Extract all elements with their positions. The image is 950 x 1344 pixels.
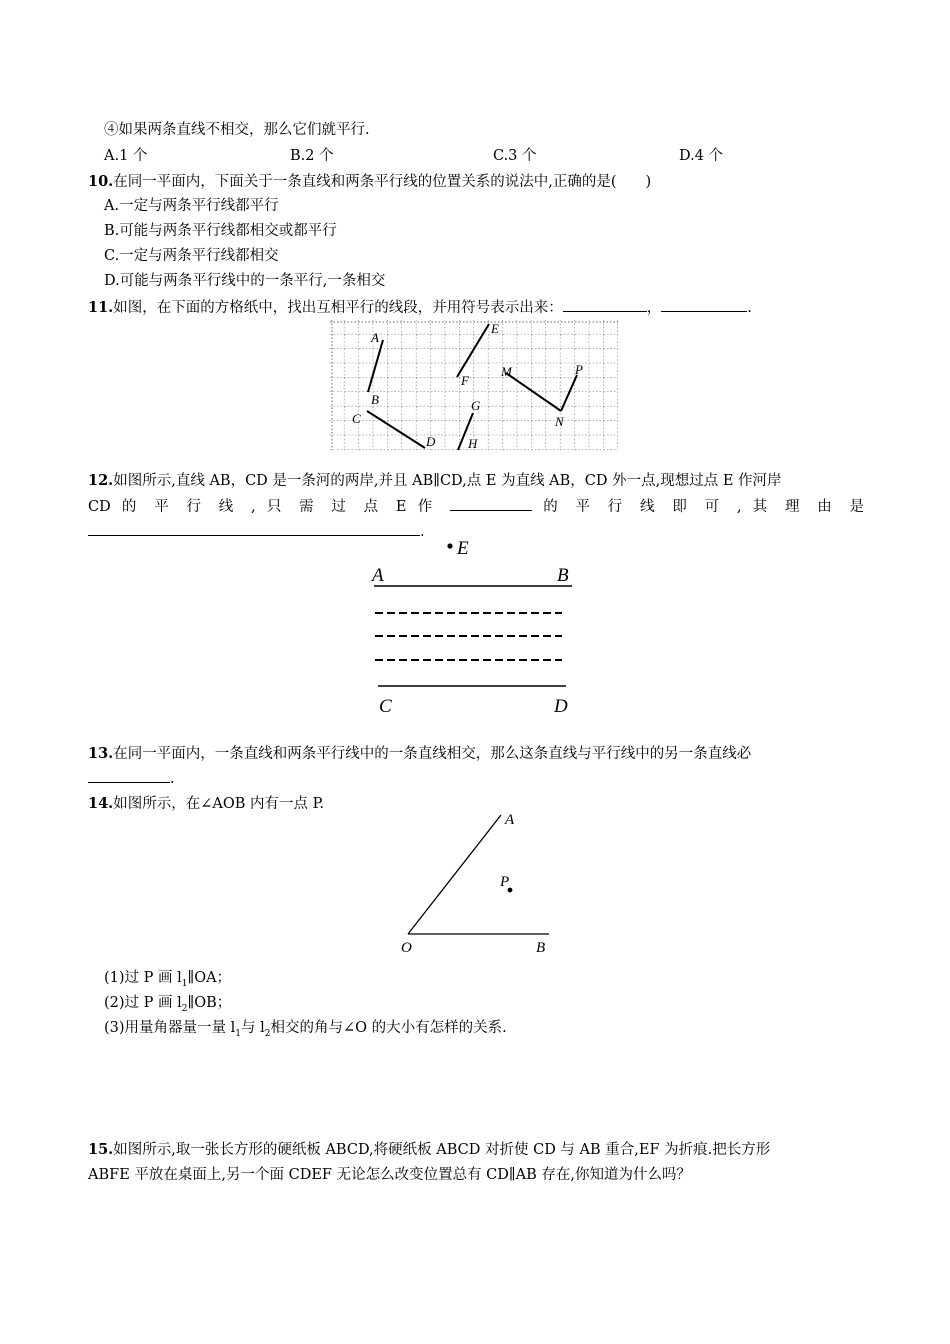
q10-stem xyxy=(88,172,651,192)
label-b: B xyxy=(371,392,379,407)
label-p: P xyxy=(575,362,583,377)
q10-option-a: A.一定与两条平行线都平行 xyxy=(104,198,279,214)
label-d: D xyxy=(426,434,436,449)
q10-option-c: C.一定与两条平行线都相交 xyxy=(104,248,279,264)
q12-stem-line3: . xyxy=(88,521,425,542)
label-a: A xyxy=(371,330,379,345)
label-c: C xyxy=(379,696,392,717)
label-g: G xyxy=(471,398,481,413)
label-e: E xyxy=(491,321,499,336)
q9-option-d: D.4 个 xyxy=(679,148,724,164)
river-figure xyxy=(366,534,586,720)
q15-stem-line2: ABFE 平放在桌面上,另一个面 CDEF 无论怎么改变位置总有 CD∥AB 存在,你知道为什么吗？ xyxy=(88,1167,691,1183)
q13-answer-line: . xyxy=(88,768,175,789)
question-number: 10. xyxy=(88,173,114,190)
q9-statement-4: ④如果两条直线不相交，那么它们就平行. xyxy=(104,122,370,138)
label-e: E xyxy=(457,538,469,559)
q9-option-c: C.3 个 xyxy=(493,148,537,164)
q10-option-d: D.可能与两条平行线中的一条平行,一条相交 xyxy=(104,273,386,289)
ray-oa xyxy=(408,815,501,934)
label-a: A xyxy=(505,812,515,828)
q14-sub-3: (3)用量角器量一量 $l_1$与 $l_2$相交的角与∠O 的大小有怎样的关系. xyxy=(104,1020,507,1039)
q15-stem-line1: 15.如图所示,取一张长方形的硬纸板 ABCD,将硬纸板 ABCD 对折使 CD 与 AB 重合,EF 为折痕.把长方形 xyxy=(88,1141,771,1158)
label-b: B xyxy=(557,565,569,586)
grid-figure xyxy=(330,320,618,452)
label-a: A xyxy=(372,565,384,586)
label-m: M xyxy=(501,364,512,379)
question-number: 14. xyxy=(88,795,114,812)
answer-blank-2[interactable] xyxy=(661,297,747,312)
q14-sub-1: (1)过 P 画 $l_1\parallel OA$； xyxy=(104,970,232,989)
q14-stem: 14.如图所示，在∠AOB 内有一点 P. xyxy=(88,795,325,812)
question-text: 在同一平面内，下面关于一条直线和两条平行线的位置关系的说法中,正确的是( ) xyxy=(113,174,652,190)
angle-figure xyxy=(396,806,556,958)
q12-stem-line2: CD 的 平 行 线 , 只 需 过 点 E 作 的 平 行 线 即 可 , 其 理 由 是 xyxy=(88,496,864,517)
q10-option-b: B.可能与两条平行线都相交或都平行 xyxy=(104,223,337,239)
question-number: 13. xyxy=(88,745,114,762)
q14-sub-2: (2)过 P 画 $l_2\parallel OB$； xyxy=(104,995,232,1014)
point-e xyxy=(447,543,452,548)
label-n: N xyxy=(555,414,564,429)
question-number: 11. xyxy=(88,299,114,316)
label-p: P xyxy=(500,874,510,890)
q12-stem-line1: 12.如图所示,直线 AB，CD 是一条河的两岸,并且 AB∥CD,点 E 为直线 AB，CD 外一点,现想过点 E 作河岸 xyxy=(88,472,782,489)
question-text: 如图，在下面的方格纸中，找出互相平行的线段，并用符号表示出来： xyxy=(113,300,563,316)
q13-stem: 13.在同一平面内，一条直线和两条平行线中的一条直线相交，那么这条直线与平行线中的另一条直线必 xyxy=(88,745,752,762)
q9-option-a: A.1 个 xyxy=(104,148,148,164)
answer-blank-1[interactable] xyxy=(450,496,532,511)
answer-blank-1[interactable] xyxy=(563,297,647,312)
answer-blank[interactable] xyxy=(88,768,170,783)
q11-stem: 11.如图，在下面的方格纸中，找出互相平行的线段，并用符号表示出来： ， . xyxy=(88,299,752,316)
label-f: F xyxy=(461,373,469,388)
label-c: C xyxy=(352,411,361,426)
label-o: O xyxy=(401,940,412,956)
label-b: B xyxy=(536,940,546,956)
label-d: D xyxy=(554,696,568,717)
question-number: 15. xyxy=(88,1141,114,1158)
q9-option-b: B.2 个 xyxy=(290,148,334,164)
label-h: H xyxy=(468,436,478,451)
question-number: 12. xyxy=(88,472,114,489)
